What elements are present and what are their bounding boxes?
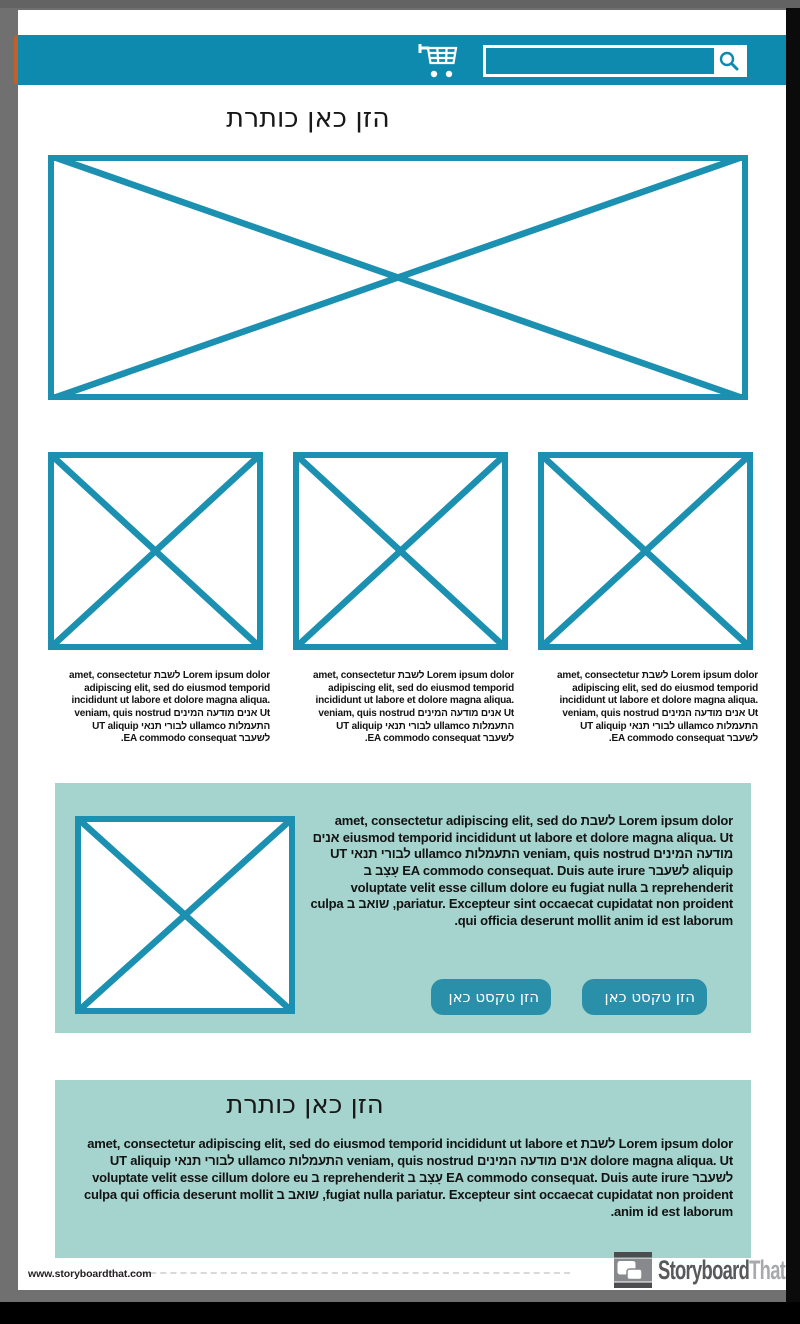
brand-secondary: That xyxy=(749,1254,786,1285)
bottom-section-paragraph: Lorem ipsum dolor לשבת amet, consectetur adipiscing elit, sed do eiusmod temporid incididunt ut labore et dolore magna aliqua. Ut אנים מודעה המינים veniam, quis nostrud התעמלות ullamco לבורי תנאי UT aliquip לשעבר EA commodo consequat. Duis aute irure עָצָב ב reprehenderit ב voluptate velit esse cillum dolore eu fugiat nulla pariatur. Excepteur sint occaecat cupidatat non proident, שואב ב culpa qui officia deserunt mollit anim id est laborum. xyxy=(83,1136,733,1219)
card-image-placeholder-1 xyxy=(48,452,263,650)
card-text-2: Lorem ipsum dolor לשבת amet, consectetur adipiscing elit, sed do eiusmod temporid incididunt ut labore et dolore magna aliqua. Ut אנים מודעה המינים veniam, quis nostrud התעמלות ullamco לבורי תנאי UT aliquip לשעבר EA commodo consequat. xyxy=(313,670,514,745)
feature-paragraph: Lorem ipsum dolor לשבת amet, consectetur adipiscing elit, sed do eiusmod temporid incididunt ut labore et dolore magna aliqua. Ut אנים מודעה המינים veniam, quis nostrud התעמלות ullamco לבורי תנאי UT aliquip לשעבר EA commodo consequat. Duis aute irure עָצָב ב reprehenderit ב voluptate velit esse cillum dolore eu fugiat nulla pariatur. Excepteur sint occaecat cupidatat non proident, שואב ב culpa qui officia deserunt mollit anim id est laborum. xyxy=(310,813,733,928)
site-url: www.storyboardthat.com xyxy=(28,1268,152,1280)
placeholder-x-icon xyxy=(293,452,508,650)
header-bar xyxy=(18,35,786,85)
frame-bottom-edge xyxy=(0,1302,800,1324)
cart-button[interactable] xyxy=(416,41,460,79)
card-text-1: Lorem ipsum dolor לשבת amet, consectetur adipiscing elit, sed do eiusmod temporid incididunt ut labore et dolore magna aliqua. Ut אנים מודעה המינים veniam, quis nostrud התעמלות ullamco לבורי תנאי UT aliquip לשעבר EA commodo consequat. xyxy=(69,670,270,745)
bottom-section-title: הזן כאן כותרת xyxy=(226,1090,384,1120)
search-button[interactable] xyxy=(714,48,744,74)
card-image-placeholder-3 xyxy=(538,452,753,650)
placeholder-x-icon xyxy=(48,155,748,400)
bottom-section xyxy=(55,1080,751,1258)
perforation-line xyxy=(130,1272,570,1274)
storyboardthat-logo xyxy=(614,1252,800,1288)
storyboard-frames-icon xyxy=(614,1252,652,1288)
cta-button-secondary[interactable]: הזן טקסט כאן xyxy=(431,979,551,1015)
brand-wordmark xyxy=(658,1255,785,1286)
page-title: הזן כאן כותרת xyxy=(226,103,390,134)
placeholder-x-icon xyxy=(75,816,295,1014)
search-input[interactable] xyxy=(486,48,714,74)
placeholder-x-icon xyxy=(48,452,263,650)
hero-image-placeholder xyxy=(48,155,748,400)
feature-image-placeholder xyxy=(75,816,295,1014)
placeholder-x-icon xyxy=(538,452,753,650)
cta-button-primary[interactable]: הזן טקסט כאן xyxy=(582,979,707,1015)
shopping-cart-icon xyxy=(416,41,460,79)
search-box xyxy=(483,45,747,77)
brand-primary: Storyboard xyxy=(658,1254,750,1285)
frame-right-edge xyxy=(786,8,800,1324)
magnifier-icon xyxy=(718,50,740,72)
wireframe-page xyxy=(18,10,786,1290)
card-text-3: Lorem ipsum dolor לשבת amet, consectetur adipiscing elit, sed do eiusmod temporid incididunt ut labore et dolore magna aliqua. Ut אנים מודעה המינים veniam, quis nostrud התעמלות ullamco לבורי תנאי UT aliquip לשעבר EA commodo consequat. xyxy=(557,670,758,745)
card-image-placeholder-2 xyxy=(293,452,508,650)
feature-section xyxy=(55,783,751,1033)
frame-top-edge xyxy=(0,0,800,8)
